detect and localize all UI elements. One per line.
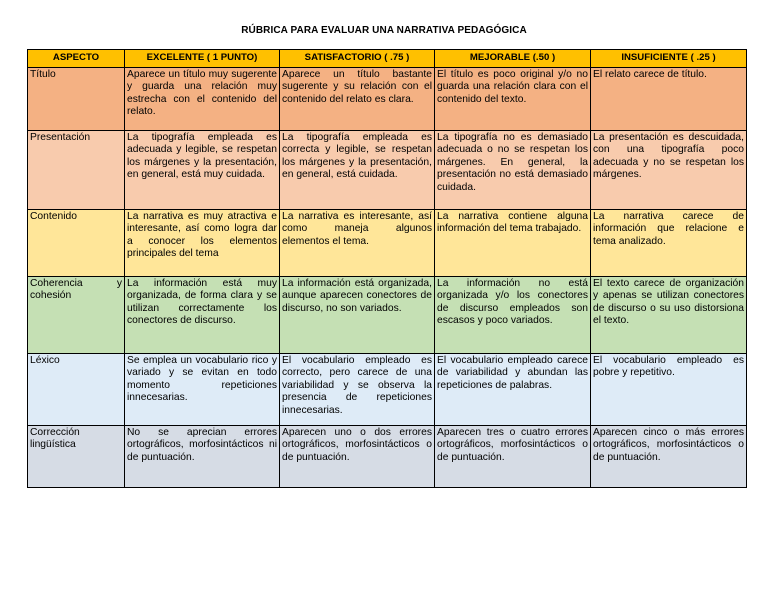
- aspect-cell: Contenido: [28, 210, 125, 277]
- row-correccion: [28, 426, 747, 488]
- aspect-cell: Presentación: [28, 131, 125, 210]
- aspect-cell: Corrección lingüística: [28, 426, 125, 488]
- aspect-cell: Léxico: [28, 354, 125, 426]
- criterion-cell: Aparecen uno o dos errores ortográficos, morfosintácticos o de puntuación.: [280, 426, 435, 488]
- criterion-cell: El relato carece de título.: [591, 68, 747, 131]
- row-titulo: [28, 68, 747, 131]
- row-presentacion: [28, 131, 747, 210]
- criterion-cell: La narrativa contiene alguna información del tema trabajado.: [435, 210, 591, 277]
- criterion-cell: El vocabulario empleado carece de variabilidad y abundan las repeticiones de palabras.: [435, 354, 591, 426]
- row-coherencia: [28, 277, 747, 354]
- rubric-table: [27, 49, 747, 488]
- criterion-cell: El vocabulario empleado es correcto, pero carece de una variabilidad y se observa la presencia de repeticiones innecesarias.: [280, 354, 435, 426]
- criterion-cell: El título es poco original y/o no guarda una relación clara con el contenido del texto.: [435, 68, 591, 131]
- criterion-cell: Aparece un título bastante sugerente y su relación con el contenido del relato es clara.: [280, 68, 435, 131]
- criterion-cell: Se emplea un vocabulario rico y variado y se evitan en todo momento repeticiones innecesarias.: [125, 354, 280, 426]
- criterion-cell: La información no está organizada y/o los conectores de discurso empleados son escasos y poco variados.: [435, 277, 591, 354]
- criterion-cell: El texto carece de organización y apenas se utilizan conectores de discurso o su uso distorsiona el texto.: [591, 277, 747, 354]
- criterion-cell: Aparecen tres o cuatro errores ortográficos, morfosintácticos o de puntuación.: [435, 426, 591, 488]
- criterion-cell: La narrativa es interesante, así como maneja algunos elementos el tema.: [280, 210, 435, 277]
- criterion-cell: El vocabulario empleado es pobre y repetitivo.: [591, 354, 747, 426]
- document-title: RÚBRICA PARA EVALUAR UNA NARRATIVA PEDAGÓGICA: [241, 25, 527, 36]
- criterion-cell: La tipografía empleada es adecuada y legible, se respetan los márgenes y la presentación, en general, está muy cuidada.: [125, 131, 280, 210]
- criterion-cell: La tipografía empleada es correcta y legible, se respetan los márgenes y la presentación, en general, está cuidada.: [280, 131, 435, 210]
- header-row: [28, 50, 747, 68]
- criterion-cell: Aparece un título muy sugerente y guarda una relación muy estrecha con el contenido del relato.: [125, 68, 280, 131]
- criterion-cell: La narrativa carece de información que relacione e tema analizado.: [591, 210, 747, 277]
- header-aspecto: ASPECTO: [28, 50, 125, 68]
- header-mejorable: MEJORABLE (.50 ): [435, 50, 591, 68]
- aspect-cell: Título: [28, 68, 125, 131]
- header-excelente: EXCELENTE ( 1 PUNTO): [125, 50, 280, 68]
- aspect-cell: Coherencia y cohesión: [28, 277, 125, 354]
- header-insuficiente: INSUFICIENTE ( .25 ): [591, 50, 747, 68]
- criterion-cell: La tipografía no es demasiado adecuada o no se respetan los márgenes. En general, la presentación no está demasiado cuidada.: [435, 131, 591, 210]
- row-lexico: [28, 354, 747, 426]
- criterion-cell: La información está muy organizada, de forma clara y se utilizan correctamente los conectores de discurso.: [125, 277, 280, 354]
- criterion-cell: La presentación es descuidada, con una tipografía poco adecuada y no se respetan los márgenes.: [591, 131, 747, 210]
- criterion-cell: La narrativa es muy atractiva e interesante, así como logra dar a conocer los elementos principales del tema: [125, 210, 280, 277]
- row-contenido: [28, 210, 747, 277]
- criterion-cell: No se aprecian errores ortográficos, morfosintácticos ni de puntuación.: [125, 426, 280, 488]
- header-satisfactorio: SATISFACTORIO ( .75 ): [280, 50, 435, 68]
- criterion-cell: La información está organizada, aunque aparecen conectores de discurso, no son variados.: [280, 277, 435, 354]
- criterion-cell: Aparecen cinco o más errores ortográficos, morfosintácticos o de puntuación.: [591, 426, 747, 488]
